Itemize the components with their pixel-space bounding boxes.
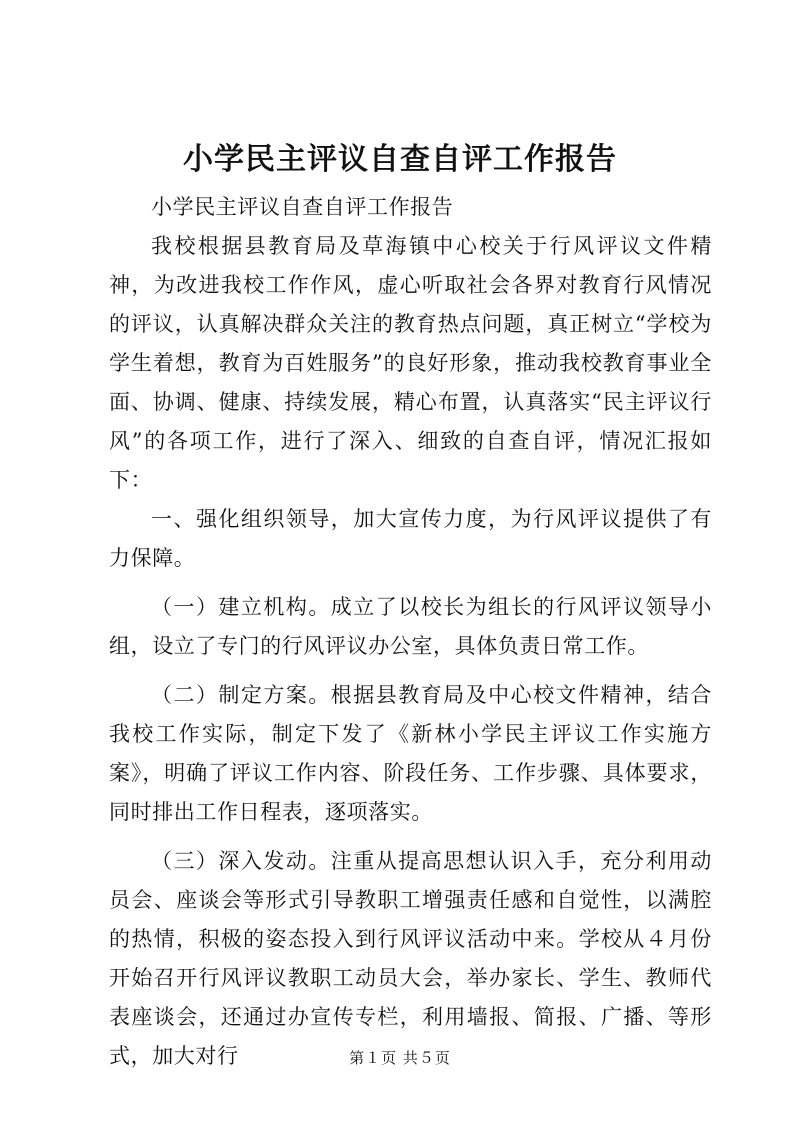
- paragraph-item-three: （三）深入发动。注重从提高思想认识入手，充分利用动员会、座谈会等形式引导教职工增强责任感和自觉性，以满腔的热情，积极的姿态投入到行风评议活动中来。学校从４月份开始召开行风评议教职工动员大会，举办家长、学生、教师代表座谈会，还通过办宣传专栏，利用墙报、简报、广播、等形式，加大对行: [109, 849, 712, 1068]
- paragraph-section-one-heading: 一、强化组织领导，加大宣传力度，为行风评议提供了有力保障。: [109, 507, 712, 570]
- paragraph-subtitle: 小学民主评议自查自评工作报告: [151, 195, 454, 219]
- paragraph-intro: 我校根据县教育局及草海镇中心校关于行风评议文件精神，为改进我校工作作风，虚心听取社会各界对教育行风情况的评议，认真解决群众关注的教育热点问题，真正树立“学校为学生着想，教育为百姓服务”的良好形象，推动我校教育事业全面、协调、健康、持续发展，精心布置，认真落实“民主评议行风”的各项工作，进行了深入、细致的自查自评，情况汇报如下：: [109, 234, 712, 492]
- paragraph-item-two: （二）制定方案。根据县教育局及中心校文件精神，结合我校工作实际，制定下发了《新林小学民主评议工作实施方案》，明确了评议工作内容、阶段任务、工作步骤、具体要求，同时排出工作日程表，逐项落实。: [109, 683, 712, 824]
- paragraph-item-one: （一）建立机构。成立了以校长为组长的行风评议领导小组，设立了专门的行风评议办公室，具体负责日常工作。: [109, 595, 712, 658]
- document-title: 小学民主评议自查自评工作报告: [183, 142, 617, 177]
- document-body: [109, 188, 712, 1076]
- page-indicator: 第１页 共５页: [349, 1049, 451, 1067]
